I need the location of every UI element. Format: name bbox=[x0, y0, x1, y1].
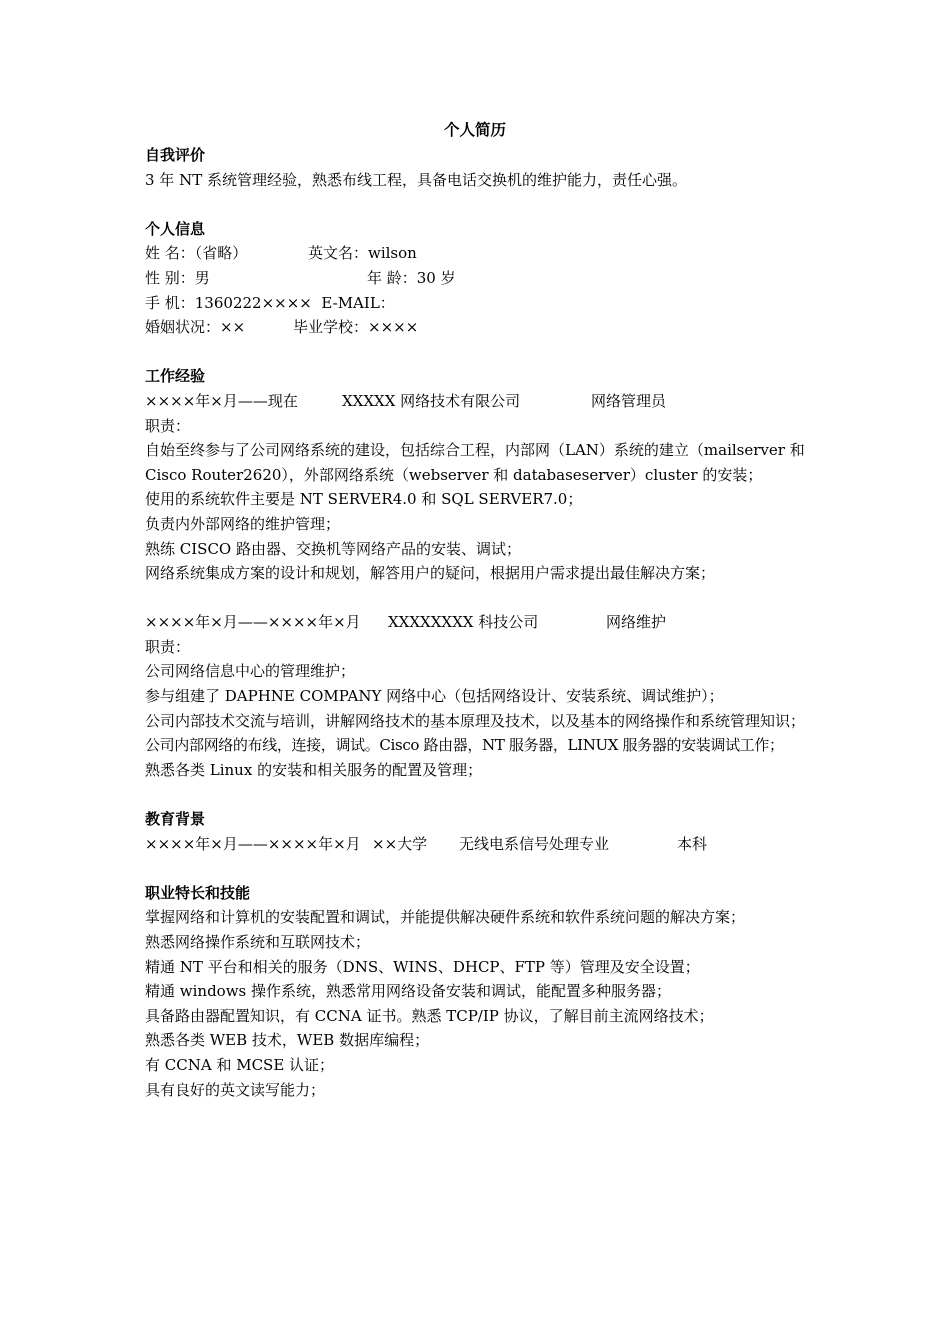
education-row bbox=[145, 832, 825, 857]
skill-item: 熟悉网络操作系统和互联网技术； bbox=[145, 933, 371, 951]
education-major: 无线电系信号处理专业 bbox=[459, 834, 610, 853]
job-2 bbox=[145, 610, 825, 782]
job-1-header bbox=[145, 389, 825, 414]
skill-item: 熟悉各类 WEB 技术，WEB 数据库编程； bbox=[145, 1031, 430, 1050]
work-heading: 工作经验 bbox=[145, 367, 206, 386]
job-duty: 公司内部技术交流与培训，讲解网络技术的基本原理及技术，以及基本的网络操作和系统管理知识； bbox=[145, 711, 806, 730]
personal-row-marital bbox=[145, 315, 825, 340]
job-period: ××××年×月——××××年×月 bbox=[145, 613, 361, 632]
job-duty: 熟练 CISCO 路由器、交换机等网络产品的安装、调试； bbox=[145, 539, 521, 558]
personal-row-phone bbox=[145, 291, 825, 316]
self-eval-heading: 自我评价 bbox=[145, 146, 206, 164]
skill-item: 具备路由器配置知识，有 CCNA 证书。熟悉 TCP/IP 协议，了解目前主流网络技术； bbox=[145, 1006, 714, 1025]
marital-field: 婚姻状况：×× bbox=[145, 318, 246, 337]
skill-item: 精通 NT 平台和相关的服务（DNS、WINS、DHCP、FTP 等）管理及安全设置； bbox=[145, 957, 700, 976]
education-degree: 本科 bbox=[677, 834, 708, 853]
job-duty: 使用的系统软件主要是 NT SERVER4.0 和 SQL SERVER7.0； bbox=[145, 490, 583, 509]
english-name-field: 英文名：wilson bbox=[308, 244, 417, 263]
job-company: XXXXXXXX 科技公司 bbox=[388, 613, 539, 632]
job-duty: 网络系统集成方案的设计和规划，解答用户的疑问，根据用户需求提出最佳解决方案； bbox=[145, 564, 716, 583]
job-duty-label: 职责： bbox=[145, 416, 191, 435]
personal-row-gender bbox=[145, 266, 825, 291]
skill-item: 有 CCNA 和 MCSE 认证； bbox=[145, 1055, 335, 1074]
skills-heading: 职业特长和技能 bbox=[145, 883, 251, 902]
school-field: 毕业学校：×××× bbox=[293, 318, 419, 337]
age-field: 年 龄：30 岁 bbox=[367, 268, 456, 287]
skill-item: 掌握网络和计算机的安装配置和调试，并能提供解决硬件系统和软件系统问题的解决方案； bbox=[145, 908, 746, 927]
page-title: 个人简历 bbox=[443, 121, 506, 139]
job-duty: 自始至终参与了公司网络系统的建设，包括综合工程，内部网（LAN）系统的建立（mailserver 和 Cisco Router2620），外部网络系统（webserver 和 databaseserver）cluster 的安装； bbox=[145, 441, 805, 484]
job-position: 网络管理员 bbox=[591, 391, 667, 410]
education-period: ××××年×月——××××年×月 bbox=[145, 834, 361, 853]
phone-field: 手 机：1360222×××× bbox=[145, 293, 312, 312]
education-school: ××大学 bbox=[372, 834, 428, 853]
resume-content bbox=[145, 143, 825, 1102]
job-duty: 熟悉各类 Linux 的安装和相关服务的配置及管理； bbox=[145, 760, 483, 779]
skill-item: 具有良好的英文读写能力； bbox=[145, 1080, 326, 1099]
self-eval-text: 3 年 NT 系统管理经验，熟悉布线工程，具备电话交换机的维护能力，责任心强。 bbox=[145, 170, 687, 189]
name-field: 姓 名：（省略） bbox=[145, 244, 248, 263]
job-period: ××××年×月——现在 bbox=[145, 391, 298, 410]
education-heading: 教育背景 bbox=[145, 810, 206, 829]
gender-field: 性 别：男 bbox=[145, 268, 210, 287]
email-field: E-MAIL： bbox=[321, 293, 395, 312]
skill-item: 精通 windows 操作系统，熟悉常用网络设备安装和调试，能配置多种服务器； bbox=[145, 982, 672, 1001]
job-duty: 参与组建了 DAPHNE COMPANY 网络中心（包括网络设计、安装系统、调试维护）； bbox=[145, 687, 724, 706]
job-duty: 负责内外部网络的维护管理； bbox=[145, 514, 341, 533]
job-company: XXXXX 网络技术有限公司 bbox=[342, 391, 521, 410]
personal-row-name bbox=[145, 241, 825, 266]
job-duty-label: 职责： bbox=[145, 637, 191, 656]
personal-heading: 个人信息 bbox=[145, 219, 206, 238]
job-position: 网络维护 bbox=[606, 613, 667, 632]
job-duty: 公司内部网络的布线，连接，调试。Cisco 路由器，NT 服务器，LINUX 服务器的安装调试工作； bbox=[145, 736, 784, 755]
job-2-header bbox=[145, 610, 825, 635]
job-duty: 公司网络信息中心的管理维护； bbox=[145, 662, 356, 681]
job-1 bbox=[145, 389, 825, 586]
